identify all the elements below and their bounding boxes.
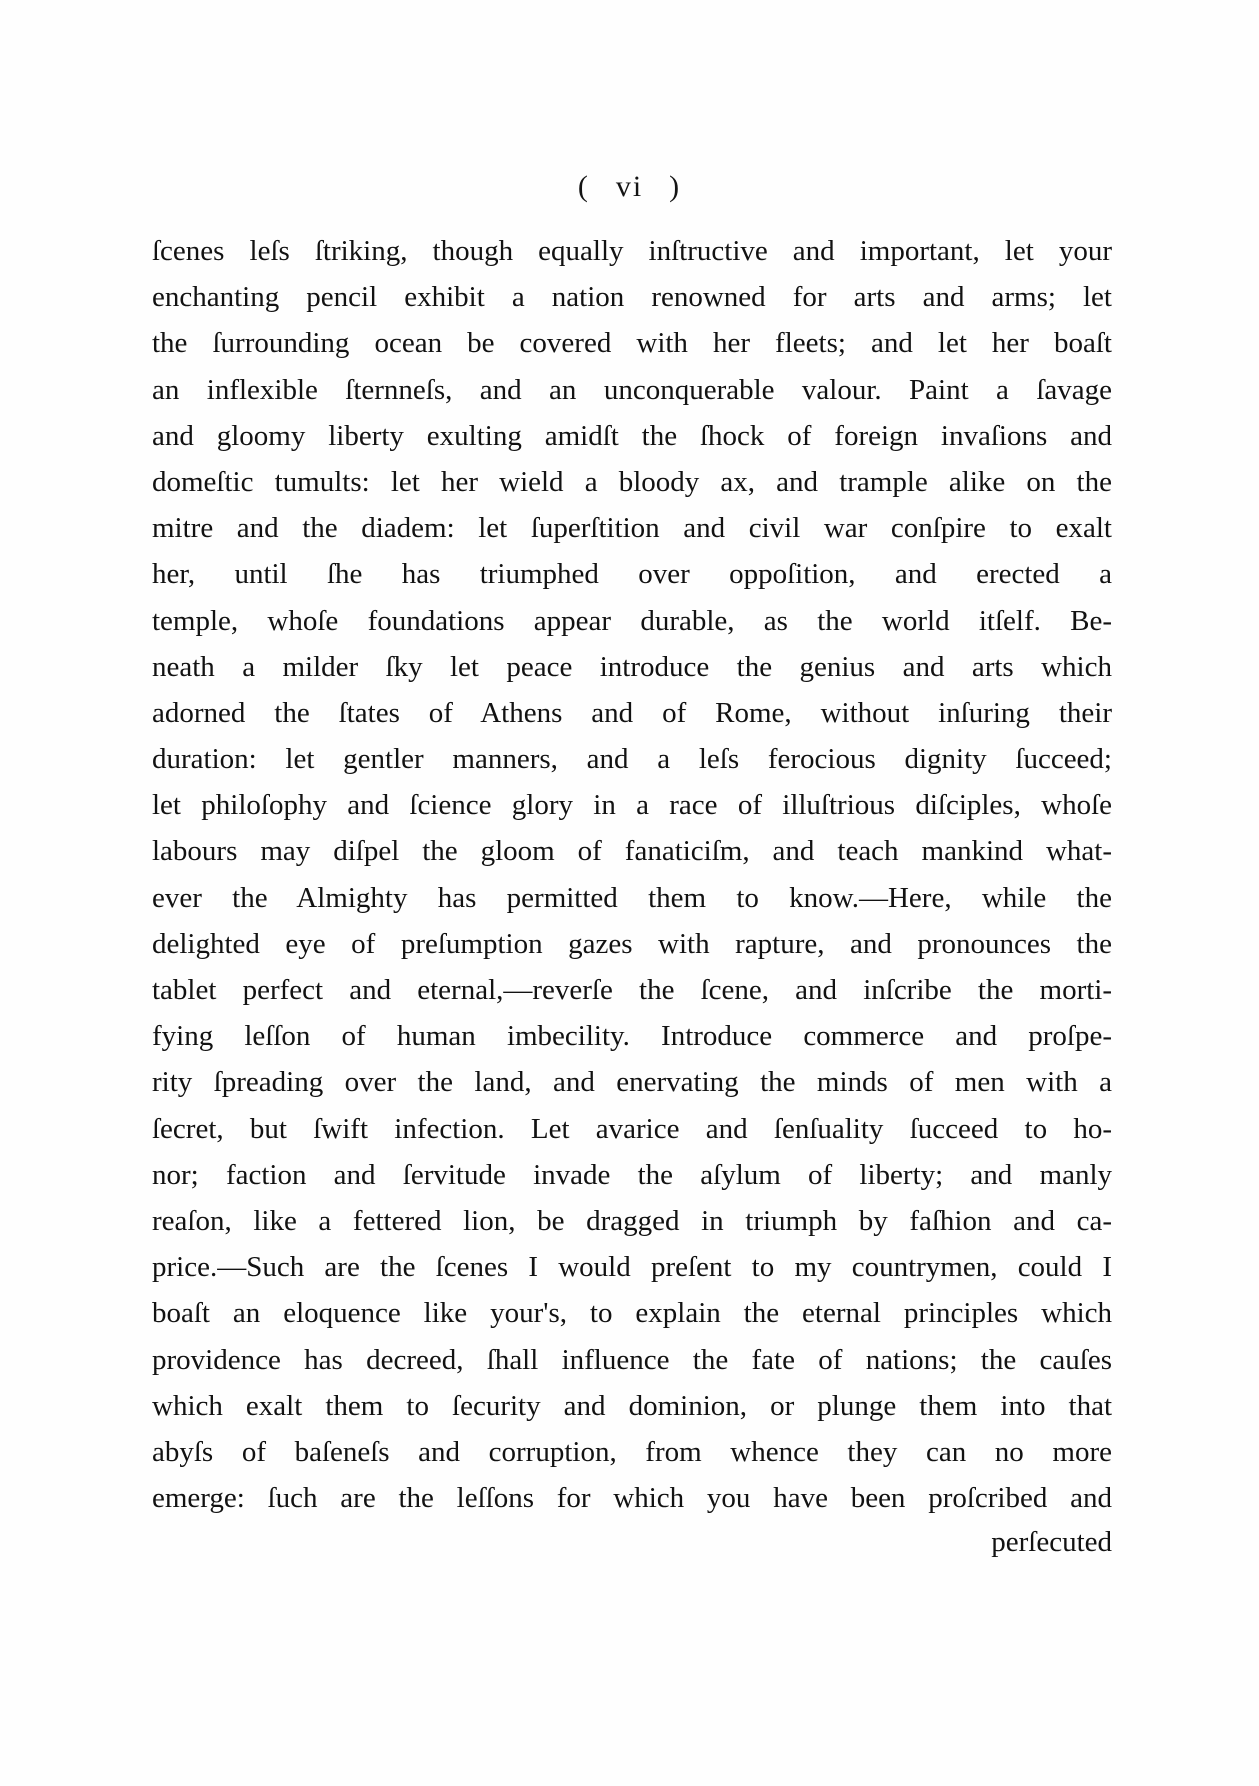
text-line-8: her, until ſhe has triumphed over oppoſition, and erected a [152,558,1112,591]
text-line-16: delighted eye of preſumption gazes with rapture, and pronounces the [152,927,1112,960]
text-line-11: adorned the ſtates of Athens and of Rome, without inſuring their [152,696,1112,729]
text-line-28: emerge: ſuch are the leſſons for which you have been proſcribed and [152,1482,1112,1515]
text-line-12: duration: let gentler manners, and a leſs ferocious dignity ſucceed; [152,743,1112,776]
body-text [152,228,1112,1521]
text-line-18: fying leſſon of human imbecility. Introduce commerce and proſpe- [152,1020,1112,1053]
text-line-14: labours may diſpel the gloom of fanaticiſm, and teach mankind what- [152,835,1112,868]
page-number-text: vi [615,170,644,203]
text-line-25: providence has decreed, ſhall influence the fate of nations; the cauſes [152,1343,1112,1376]
text-line-3: the ſurrounding ocean be covered with her fleets; and let her boaſt [152,327,1112,360]
text-line-20: ſecret, but ſwift infection. Let avarice and ſenſuality ſucceed to ho- [152,1112,1112,1145]
text-line-27: abyſs of baſeneſs and corruption, from whence they can no more [152,1435,1112,1468]
text-line-26: which exalt them to ſecurity and dominion, or plunge them into that [152,1389,1112,1422]
text-line-15: ever the Almighty has permitted them to know.—Here, while the [152,881,1112,914]
text-line-13: let philoſophy and ſcience glory in a race of illuſtrious diſciples, whoſe [152,789,1112,822]
text-line-4: an inflexible ſternneſs, and an unconquerable valour. Paint a ſavage [152,373,1112,406]
text-line-17: tablet perfect and eternal,—reverſe the ſcene, and inſcribe the morti- [152,974,1112,1006]
catchword: perſecuted [991,1526,1112,1558]
page-number: ( vi ) [577,170,682,203]
text-line-7: mitre and the diadem: let ſuperſtition and civil war conſpire to exalt [152,512,1112,545]
text-line-1: ſcenes leſs ſtriking, though equally inſtructive and important, let your [152,235,1112,267]
text-line-24: boaſt an eloquence like your's, to explain the eternal principles which [152,1297,1112,1330]
text-line-22: reaſon, like a fettered lion, be dragged in triumph by faſhion and ca- [152,1204,1112,1237]
text-line-10: neath a milder ſky let peace introduce the genius and arts which [152,650,1112,683]
text-line-23: price.—Such are the ſcenes I would preſent to my countrymen, could I [152,1251,1112,1284]
text-line-5: and gloomy liberty exulting amidſt the ſhock of foreign invaſions and [152,419,1112,452]
text-line-21: nor; faction and ſervitude invade the aſylum of liberty; and manly [152,1158,1112,1191]
text-line-19: rity ſpreading over the land, and enervating the minds of men with a [152,1066,1112,1099]
text-line-2: enchanting pencil exhibit a nation renowned for arts and arms; let [152,281,1112,314]
text-line-9: temple, whoſe foundations appear durable, as the world itſelf. Be- [152,604,1112,637]
text-line-6: domeſtic tumults: let her wield a bloody ax, and trample alike on the [152,465,1112,498]
